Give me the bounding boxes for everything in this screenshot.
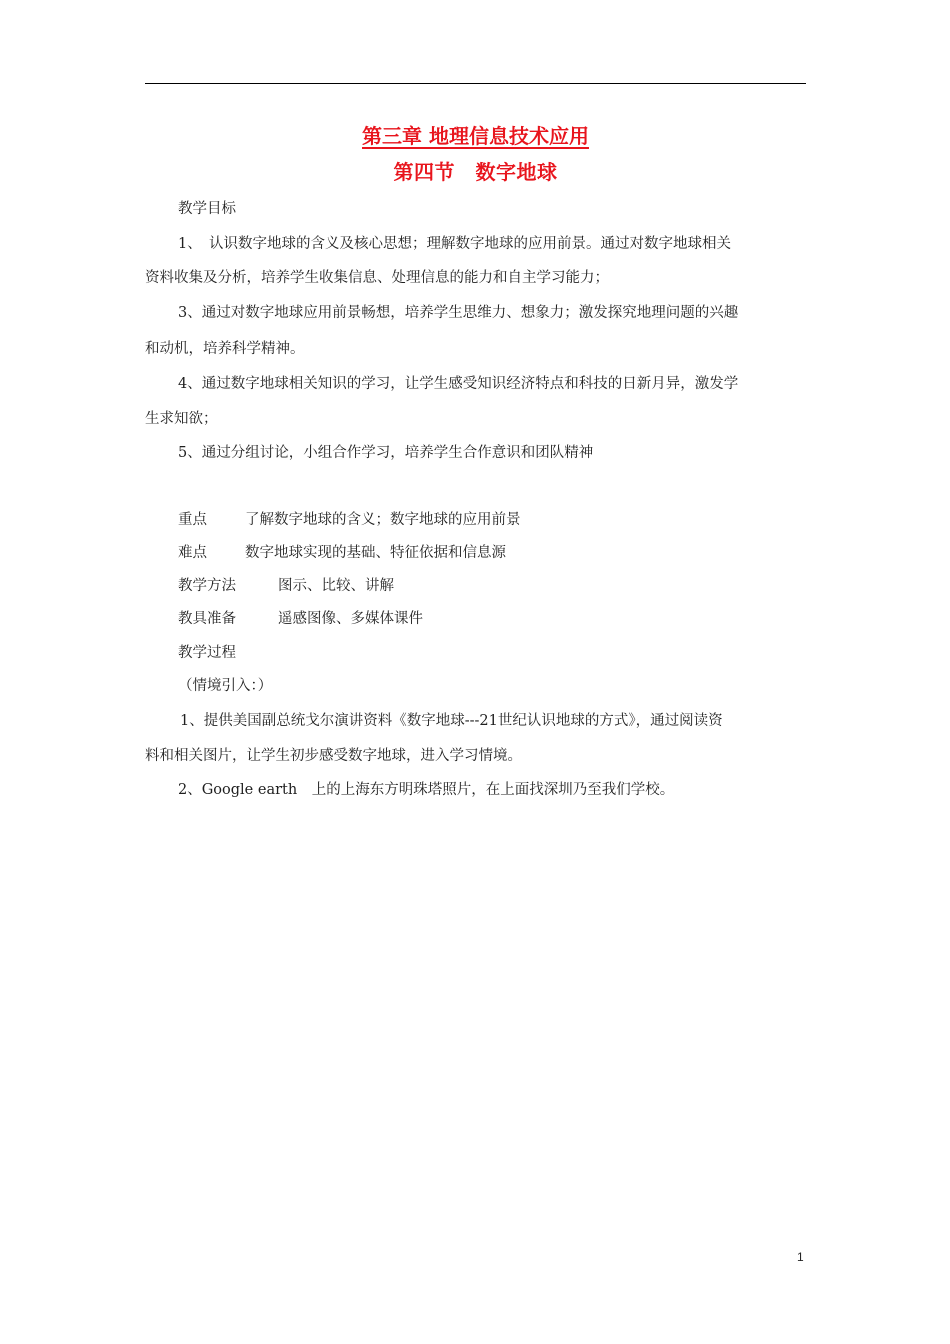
process-step-2: 2、Google earth 上的上海东方明珠塔照片，在上面找深圳乃至我们学校。 [178, 782, 675, 798]
objective-5: 5、通过分组讨论，小组合作学习，培养学生合作意识和团队精神 [178, 445, 594, 461]
objective-3-line-1: 3、通过对数字地球应用前景畅想，培养学生思维力、想象力；激发探究地理问题的兴趣 [178, 305, 739, 321]
objective-4-line-1: 4、通过数字地球相关知识的学习，让学生感受知识经济特点和科技的日新月异，激发学 [178, 376, 739, 392]
page-number: 1 [797, 1250, 804, 1264]
objective-1-line-2: 资料收集及分析，培养学生收集信息、处理信息的能力和自主学习能力； [145, 270, 609, 286]
objective-3-line-2: 和动机，培养科学精神。 [145, 341, 305, 357]
tools-label: 教具准备 [178, 611, 236, 627]
methods-value: 图示、比较、讲解 [278, 578, 394, 594]
key-points-label: 重点 [178, 512, 207, 528]
methods-label: 教学方法 [178, 578, 236, 594]
objectives-heading: 教学目标 [178, 201, 236, 217]
difficulties-value: 数字地球实现的基础、特征依据和信息源 [245, 545, 506, 561]
tools-value: 遥感图像、多媒体课件 [278, 611, 423, 627]
process-step-1-line-2: 料和相关图片，让学生初步感受数字地球，进入学习情境。 [145, 748, 522, 764]
process-intro: （情境引入：） [178, 678, 273, 694]
chapter-title-text: 第三章 地理信息技术应用 [362, 124, 589, 148]
process-heading: 教学过程 [178, 645, 236, 661]
chapter-title [145, 126, 806, 146]
header-rule [145, 83, 806, 84]
key-points-value: 了解数字地球的含义；数字地球的应用前景 [245, 512, 521, 528]
objective-4-line-2: 生求知欲； [145, 411, 218, 427]
difficulties-label: 难点 [178, 545, 207, 561]
process-step-1-line-1: 1、提供美国副总统戈尔演讲资料《数字地球---21世纪认识地球的方式》，通过阅读资 [180, 713, 723, 729]
objective-1-line-1: 1、 认识数字地球的含义及核心思想；理解数字地球的应用前景。通过对数字地球相关 [178, 236, 731, 252]
section-title: 第四节 数字地球 [393, 160, 558, 184]
